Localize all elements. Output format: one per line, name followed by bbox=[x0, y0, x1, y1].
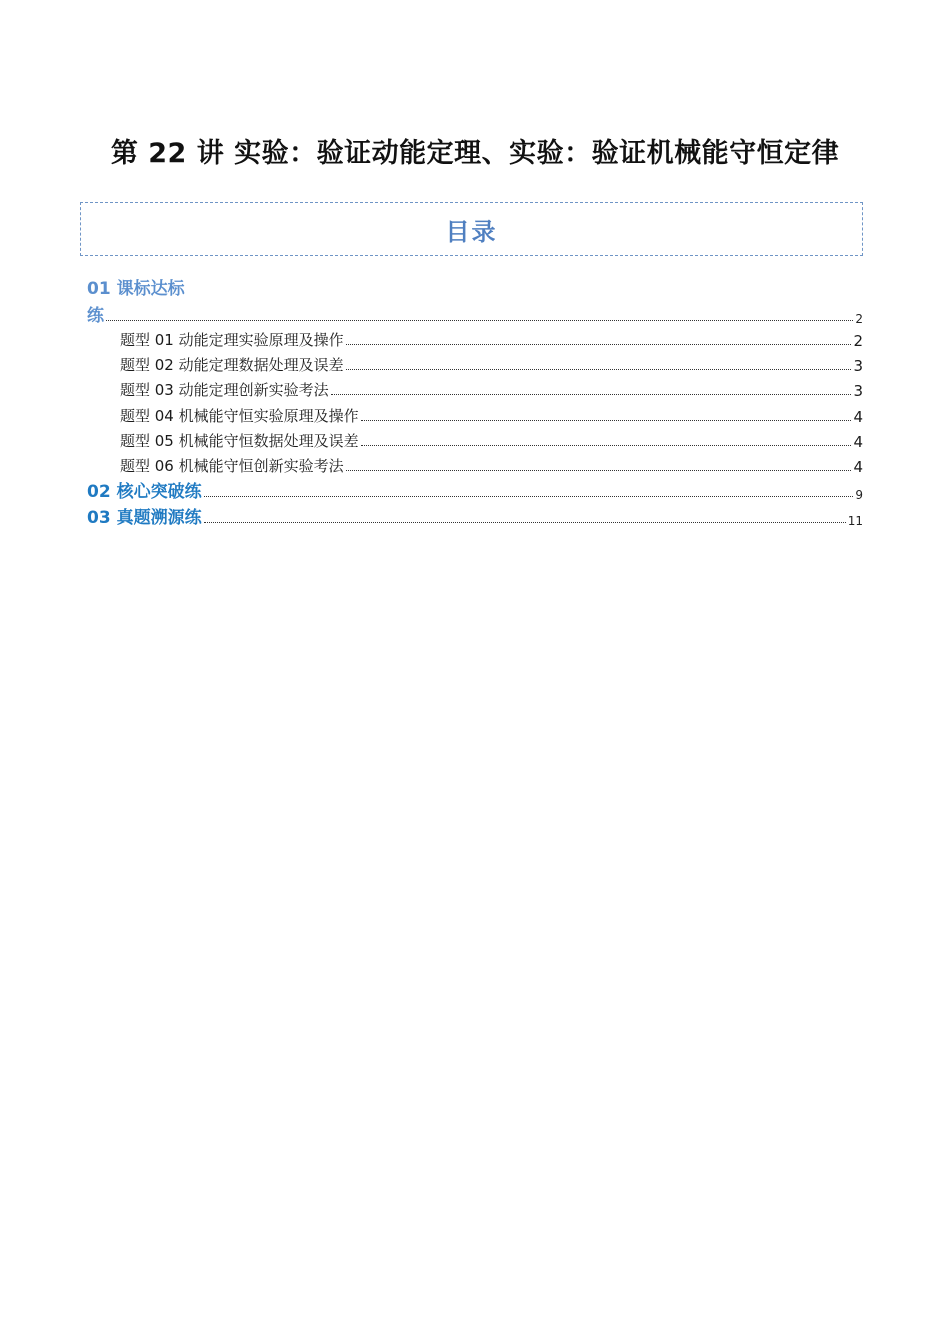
toc-item-04[interactable] bbox=[120, 404, 863, 426]
toc-header-box bbox=[80, 202, 863, 256]
toc-item-05[interactable] bbox=[120, 429, 863, 451]
toc-page-number: 2 bbox=[853, 332, 863, 350]
toc-page-number: 9 bbox=[855, 488, 863, 502]
toc-leader-dots bbox=[204, 522, 846, 523]
toc-item-label: 题型 06 机械能守恒创新实验考法 bbox=[120, 457, 344, 475]
toc-leader-dots bbox=[106, 320, 853, 321]
toc-heading: 目录 bbox=[445, 217, 498, 246]
toc-item-06[interactable] bbox=[120, 454, 863, 476]
toc-section-01-label-line2: 练 bbox=[87, 306, 104, 326]
toc-item-label: 题型 01 动能定理实验原理及操作 bbox=[120, 331, 344, 349]
toc-item-label: 题型 04 机械能守恒实验原理及操作 bbox=[120, 407, 359, 425]
toc-section-label: 03 真题溯源练 bbox=[87, 508, 202, 528]
toc-leader-dots bbox=[346, 470, 852, 471]
toc-item-label: 题型 05 机械能守恒数据处理及误差 bbox=[120, 432, 359, 450]
toc-leader-dots bbox=[346, 369, 852, 370]
toc-item-03[interactable] bbox=[120, 378, 863, 400]
toc-item-02[interactable] bbox=[120, 353, 863, 375]
toc-leader-dots bbox=[361, 420, 852, 421]
toc-page-number: 4 bbox=[853, 458, 863, 476]
toc-leader-dots bbox=[204, 496, 854, 497]
toc-section-03[interactable] bbox=[87, 504, 863, 528]
toc-section-02[interactable] bbox=[87, 478, 863, 502]
toc-leader-dots bbox=[361, 445, 852, 446]
toc-page-number: 3 bbox=[853, 382, 863, 400]
toc-page-number: 2 bbox=[855, 312, 863, 326]
toc-page-number: 11 bbox=[847, 514, 863, 528]
toc-item-01[interactable] bbox=[120, 328, 863, 350]
toc-section-01[interactable] bbox=[87, 302, 863, 326]
toc-page-number: 4 bbox=[853, 433, 863, 451]
toc-section-label: 02 核心突破练 bbox=[87, 482, 202, 502]
toc-page-number: 3 bbox=[853, 357, 863, 375]
page-title: 第 22 讲 实验：验证动能定理、实验：验证机械能守恒定律 bbox=[110, 138, 840, 169]
toc-page-number: 4 bbox=[853, 408, 863, 426]
toc-leader-dots bbox=[346, 344, 852, 345]
toc-item-label: 题型 02 动能定理数据处理及误差 bbox=[120, 356, 344, 374]
toc-item-label: 题型 03 动能定理创新实验考法 bbox=[120, 381, 329, 399]
toc-leader-dots bbox=[331, 394, 852, 395]
toc-section-01-label-line1[interactable]: 01 课标达标 bbox=[87, 279, 185, 299]
